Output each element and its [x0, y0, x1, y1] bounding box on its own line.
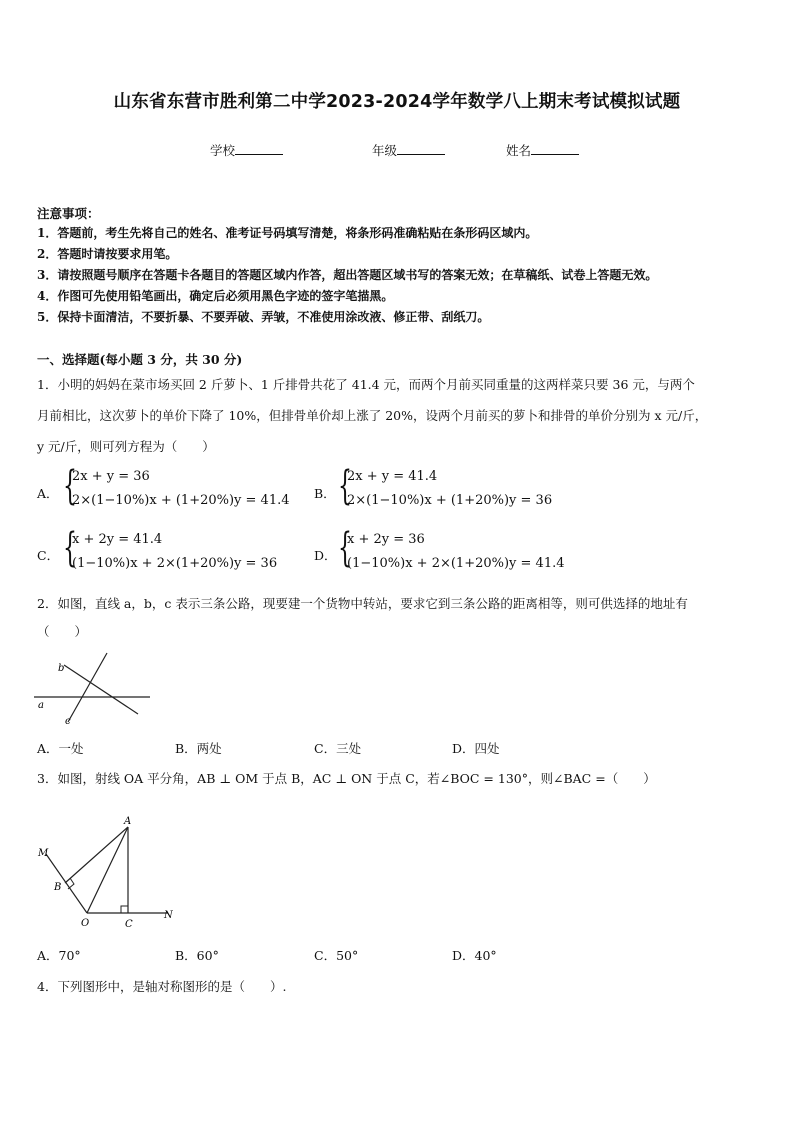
- q3-figure: [30, 810, 190, 935]
- q1-option-d-eq1: x + 2y = 36: [347, 532, 425, 547]
- q1-option-b-label[interactable]: B．: [314, 486, 336, 501]
- q1-option-c-eq1: x + 2y = 41.4: [72, 532, 163, 547]
- label-C: C: [125, 919, 133, 930]
- label-a: a: [38, 700, 44, 711]
- school-label: 学校: [210, 143, 236, 158]
- brace-icon: {: [63, 463, 77, 509]
- notes-heading: 注意事项：: [37, 206, 100, 221]
- label-A: A: [124, 816, 132, 827]
- q3-option-c[interactable]: C．50°: [314, 948, 359, 963]
- section-heading: 一、选择题(每小题 3 分，共 30 分): [37, 352, 243, 367]
- label-c: c: [65, 716, 71, 727]
- grade-label: 年级: [372, 143, 398, 158]
- q1-text-line3: y 元/斤，则可列方程为（ ）: [37, 439, 215, 454]
- grade-blank[interactable]: [397, 142, 445, 155]
- label-O: O: [81, 918, 90, 929]
- grade-field[interactable]: [372, 141, 445, 159]
- q3-text-line1: 3．如图，射线 OA 平分角，AB ⊥ OM 于点 B，AC ⊥ ON 于点 C，若∠BOC = 130°，则∠BAC =（ ）: [37, 771, 656, 786]
- brace-icon: {: [338, 525, 352, 571]
- q2-option-b[interactable]: B．两处: [175, 741, 222, 756]
- label-B: B: [54, 882, 62, 893]
- brace-icon: {: [63, 525, 77, 571]
- note-item: 3．请按照题号顺序在答题卡各题目的答题区域内作答，超出答题区域书写的答案无效；在草稿纸、试卷上答题无效。: [37, 268, 658, 282]
- q1-text-line2: 月前相比，这次萝卜的单价下降了 10%，但排骨单价却上涨了 20%，设两个月前买的萝卜和排骨的单价分别为 x 元/斤，: [37, 408, 708, 423]
- label-N: N: [164, 910, 173, 921]
- q1-option-d-eq2: (1−10%)x + 2×(1+20%)y = 41.4: [347, 556, 565, 571]
- q4-text-line1: 4．下列图形中，是轴对称图形的是（ ）.: [37, 979, 287, 994]
- note-item: 5．保持卡面清洁，不要折暴、不要弄破、弄皱，不准使用涂改液、修正带、刮纸刀。: [37, 310, 490, 324]
- q1-option-a-label[interactable]: A．: [37, 486, 59, 501]
- q3-option-d[interactable]: D．40°: [452, 948, 497, 963]
- right-angle-c-icon: [121, 906, 128, 913]
- q2-figure: [30, 646, 160, 730]
- q3-option-a[interactable]: A．70°: [37, 948, 81, 963]
- q1-option-d-label[interactable]: D．: [314, 548, 337, 563]
- school-field[interactable]: [210, 141, 283, 159]
- q3-option-b[interactable]: B．60°: [175, 948, 219, 963]
- q2-option-d[interactable]: D．四处: [452, 741, 500, 756]
- ray-om: [46, 854, 87, 913]
- q2-text-line1: 2．如图，直线 a，b，c 表示三条公路，现要建一个货物中转站，要求它到三条公路的距离相等，则可供选择的地址有: [37, 596, 688, 611]
- ray-oa: [87, 827, 128, 913]
- segment-ab: [65, 827, 128, 883]
- note-item: 1．答题前，考生先将自己的姓名、准考证号码填写清楚，将条形码准确粘贴在条形码区域内。: [37, 226, 538, 240]
- q1-option-b-eq1: 2x + y = 41.4: [347, 469, 438, 484]
- q1-option-b-eq2: 2×(1−10%)x + (1+20%)y = 36: [347, 493, 553, 508]
- q2-option-c[interactable]: C．三处: [314, 741, 362, 756]
- name-field[interactable]: [506, 141, 579, 159]
- label-b: b: [58, 663, 65, 674]
- note-item: 4．作图可先使用铅笔画出，确定后必须用黑色字迹的签字笔描黑。: [37, 289, 394, 303]
- q1-option-a-eq1: 2x + y = 36: [72, 469, 150, 484]
- brace-icon: {: [338, 463, 352, 509]
- q2-text-line2: （ ）: [37, 624, 88, 639]
- name-blank[interactable]: [531, 142, 579, 155]
- school-blank[interactable]: [235, 142, 283, 155]
- q1-text-line1: 1．小明的妈妈在菜市场买回 2 斤萝卜、1 斤排骨共花了 41.4 元，而两个月前买同重量的这两样菜只要 36 元，与两个: [37, 377, 695, 392]
- page-title: 山东省东营市胜利第二中学2023-2024学年数学八上期末考试模拟试题: [113, 92, 681, 112]
- label-M: M: [38, 848, 49, 859]
- q2-option-a[interactable]: A．一处: [37, 741, 84, 756]
- q1-option-c-eq2: (1−10%)x + 2×(1+20%)y = 36: [72, 556, 278, 571]
- q1-option-c-label[interactable]: C．: [37, 548, 60, 563]
- q1-option-a-eq2: 2×(1−10%)x + (1+20%)y = 41.4: [72, 493, 290, 508]
- note-item: 2．答题时请按要求用笔。: [37, 247, 178, 261]
- line-b: [64, 665, 138, 714]
- name-label: 姓名: [506, 143, 532, 158]
- line-c: [68, 653, 107, 722]
